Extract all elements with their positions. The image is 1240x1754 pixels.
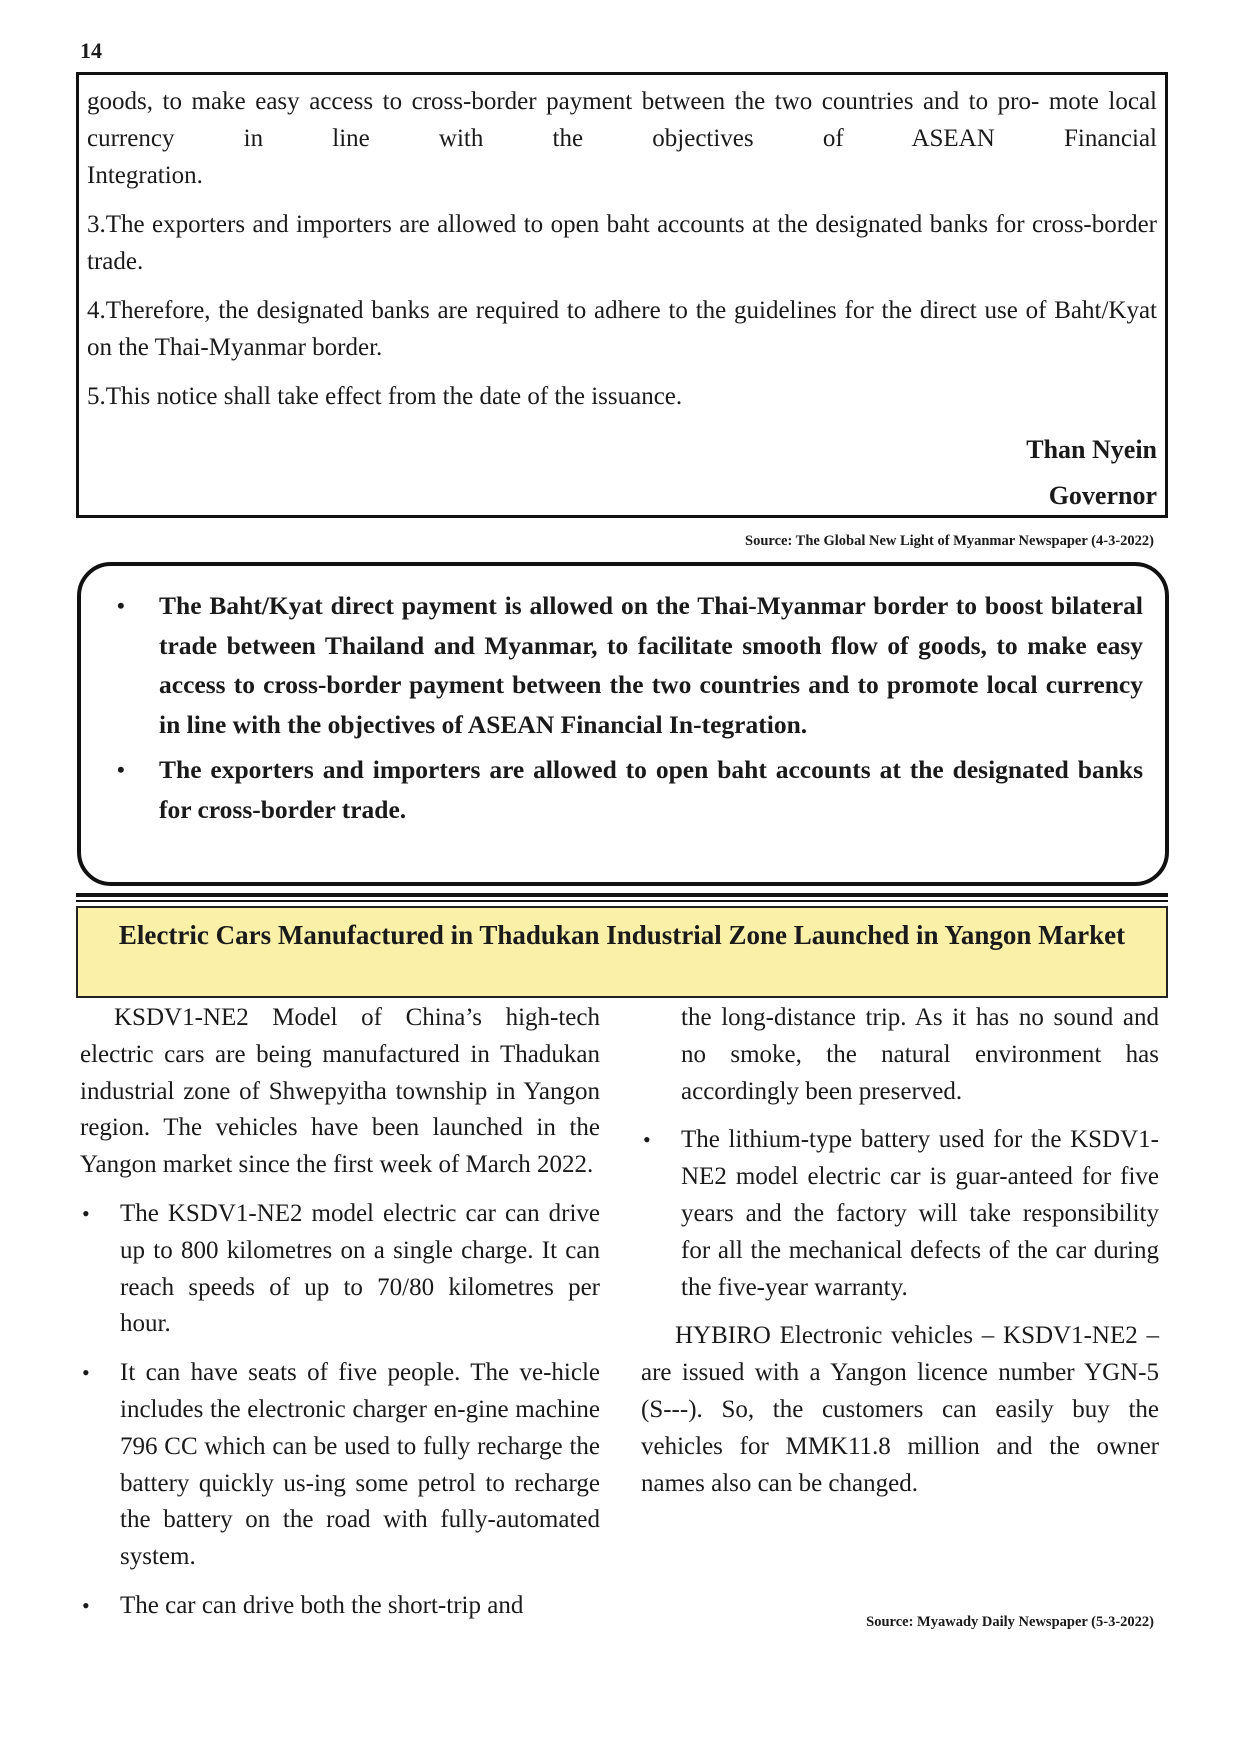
article-headline: Electric Cars Manufactured in Thadukan Industrial Zone Launched in Yangon Market [76,906,1168,998]
article-bullet-seats: • It can have seats of five people. The ve-hicle includes the electronic charger en-gine machine 796 CC which can be used to fully recharge the battery quickly us-ing some petrol to recharge the battery on the road with fully-automated system. [80,1355,600,1576]
article-bullet-trips-start: • The car can drive both the short-trip and [80,1588,600,1625]
notice-intro-line-3: Integration. [87,162,203,189]
source-citation-1: Source: The Global New Light of Myanmar Newspaper (4-3-2022) [745,533,1154,549]
article-intro: KSDV1-NE2 Model of China’s high-tech electric cars are being manufactured in Thadukan industrial zone of Shwepyitha township in Yangon region. The vehicles have been launched in the Yangon market since the first week of March 2022. [80,1004,600,1179]
signatory-title: Governor [1048,481,1157,510]
summary-bullet-1: • The Baht/Kyat direct payment is allowed on the Thai-Myanmar border to boost bilateral trade between Thailand and Myanmar, to facilitate smooth flow of goods, to make easy access to cross-border payment between the two countries and to promote local currency in line with the objectives of ASEAN Financial In-tegration. [101,586,1143,744]
notice-intro-line-1: goods, to make easy access to cross-border payment between the two countries and to pro- [87,88,1040,115]
notice-paragraph-5: 5.This notice shall take effect from the date of the issuance. [87,383,683,410]
article-column-right [641,1000,1159,1514]
article-closing: HYBIRO Electronic vehicles – KSDV1-NE2 – are issued with a Yangon licence number YGN-5 (S---). So, the customers can easily buy the vehicles for MMK11.8 million and the owner names also can be changed. [641,1322,1159,1497]
notice-intro-line-2: mote local currency in line with the objectives of ASEAN Financial [87,88,1157,152]
summary-list [101,586,1143,829]
notice-box [76,72,1168,518]
article-bullet-range: • The KSDV1-NE2 model electric car can drive up to 800 kilometres on a single charge. It can reach speeds of up to 70/80 kilometres per hour. [80,1196,600,1343]
summary-bullet-2: • The exporters and importers are allowed to open baht accounts at the designated banks for cross-border trade. [101,750,1143,829]
summary-box [77,562,1169,886]
source-citation-2: Source: Myawady Daily Newspaper (5-3-2022) [866,1614,1154,1630]
signatory-name: Than Nyein [1026,435,1157,464]
notice-paragraph-3: 3.The exporters and importers are allowed to open baht accounts at the designated banks for cross-border trade. [87,211,1157,275]
section-divider-thick [76,893,1168,897]
notice-paragraph-intro [87,83,1157,194]
article-bullet-trips-end: the long-distance trip. As it has no sound and no smoke, the natural environment has accordingly been preserved. [681,1004,1159,1105]
article-bullets-left [80,1196,600,1625]
notice-paragraph-4: 4.Therefore, the designated banks are required to adhere to the guidelines for the direct use of Baht/Kyat on the Thai-Myanmar border. [87,297,1157,361]
section-divider-thin [76,900,1168,902]
page-number: 14 [80,38,102,63]
article-bullets-right [641,1122,1159,1306]
article-bullet-battery: • The lithium-type battery used for the KSDV1-NE2 model electric car is guar-anteed for five years and the factory will take responsibility for all the mechanical defects of the car during the five-year warranty. [641,1122,1159,1306]
article-column-left [80,1000,600,1637]
